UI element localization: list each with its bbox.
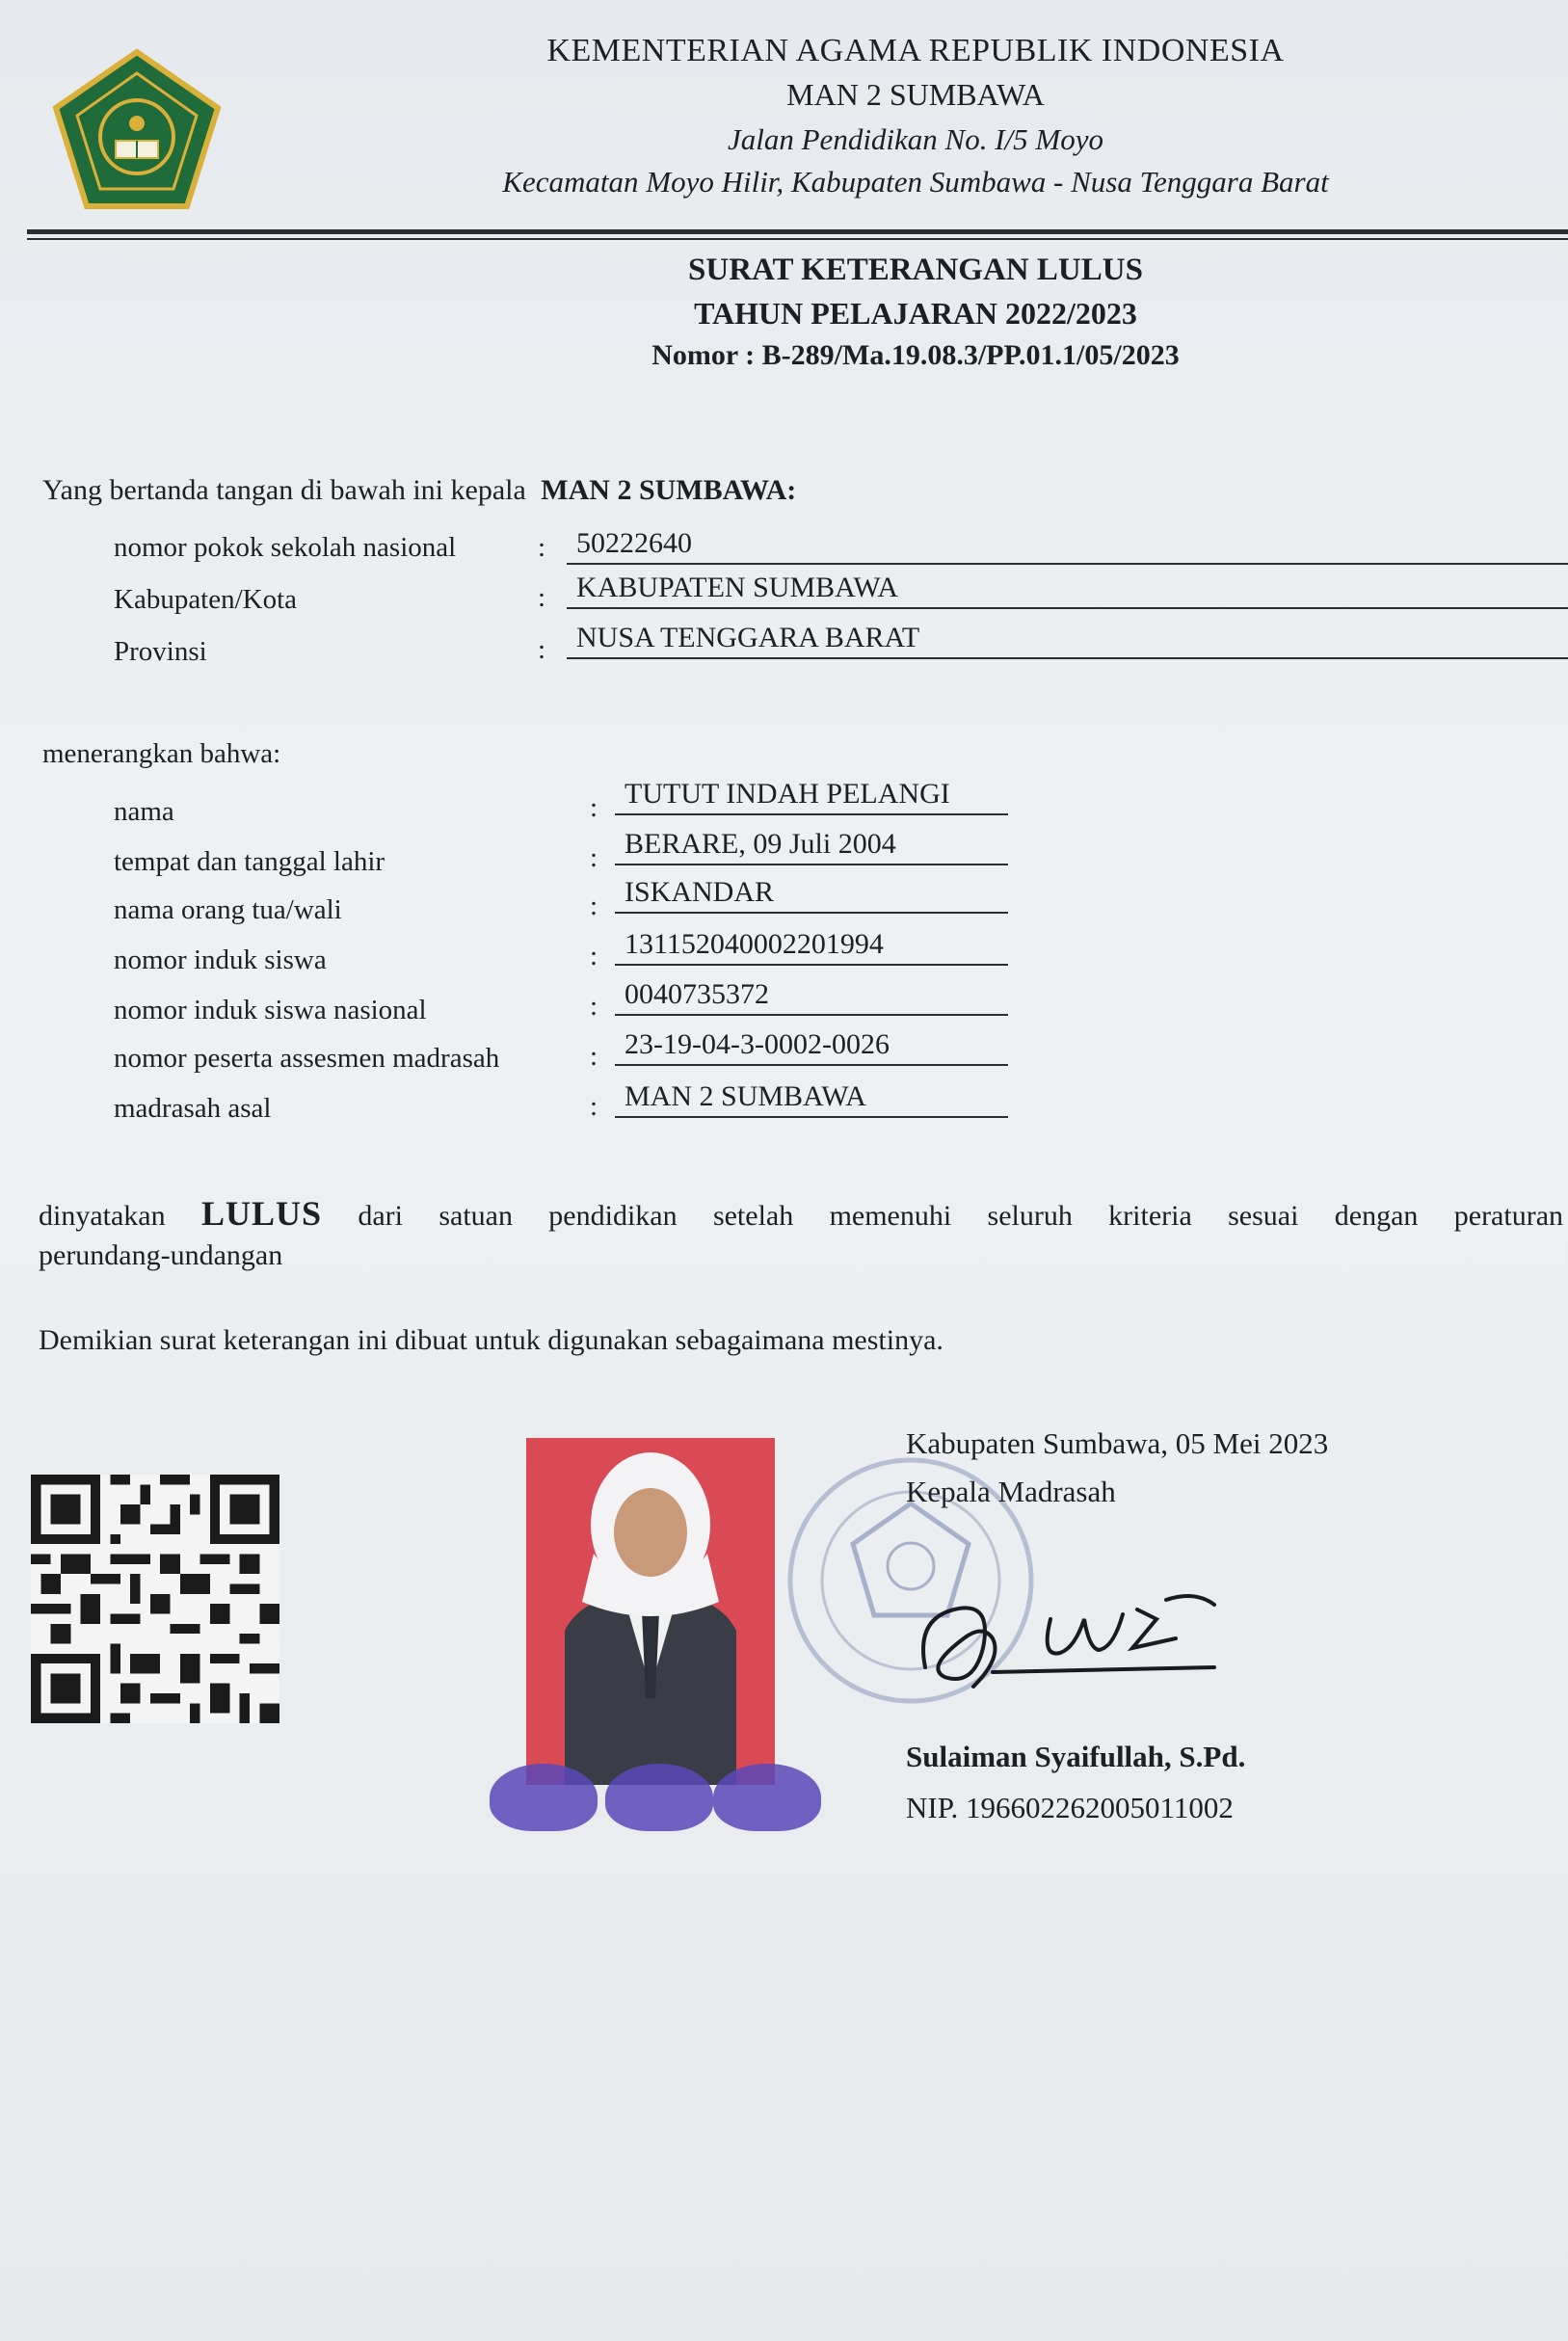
- title-line-1: SURAT KETERANGAN LULUS: [688, 253, 1143, 287]
- colon: :: [538, 634, 546, 665]
- result-line-2: perundang-undangan: [39, 1239, 283, 1271]
- value-nis: 131152040002201994: [615, 927, 1008, 966]
- fingerprint-right: [713, 1764, 821, 1831]
- intro-text: [42, 474, 796, 507]
- colon: :: [590, 941, 598, 971]
- document-number: Nomor : B-289/Ma.19.08.3/PP.01.1/05/2023: [651, 339, 1180, 371]
- student-photo: [526, 1438, 775, 1785]
- label-kabupaten: Kabupaten/Kota: [114, 584, 298, 615]
- label-nama: nama: [114, 796, 174, 827]
- label-nisn: nomor induk siswa nasional: [114, 995, 427, 1025]
- result-statement: [39, 1193, 1563, 1234]
- value-nisn: 0040735372: [615, 977, 1008, 1016]
- value-nama: TUTUT INDAH PELANGI: [615, 777, 1008, 815]
- declare-text: menerangkan bahwa:: [42, 738, 281, 769]
- qr-code: [31, 1475, 279, 1723]
- intro-sentence: Yang bertanda tangan di bawah ini kepala: [42, 474, 526, 506]
- result-rest: dari satuan pendidikan setelah memenuhi seluruh kriteria sesuai dengan peraturan: [358, 1200, 1564, 1232]
- student-portrait: [526, 1438, 775, 1785]
- school-district: Kecamatan Moyo Hilir, Kabupaten Sumbawa - Nusa Tenggara Barat: [502, 165, 1329, 199]
- document-title: [318, 253, 1513, 372]
- fingerprint-middle: [605, 1764, 713, 1831]
- result-status: LULUS: [200, 1194, 323, 1233]
- value-assesmen: 23-19-04-3-0002-0026: [615, 1027, 1008, 1066]
- fingerprint-left: [490, 1764, 598, 1831]
- colon: :: [590, 991, 598, 1022]
- sign-position: Kepala Madrasah: [906, 1475, 1116, 1508]
- label-nis: nomor induk siswa: [114, 944, 327, 975]
- label-npsn: nomor pokok sekolah nasional: [114, 532, 457, 563]
- header-rule-thick: [27, 229, 1568, 234]
- value-kabupaten: KABUPATEN SUMBAWA: [567, 571, 1568, 609]
- value-madrasah: MAN 2 SUMBAWA: [615, 1079, 1008, 1118]
- letterhead: [318, 29, 1513, 200]
- colon: :: [590, 792, 598, 823]
- colon: :: [538, 532, 546, 563]
- colon: :: [538, 582, 546, 613]
- colon: :: [590, 1041, 598, 1072]
- label-assesmen: nomor peserta assesmen madrasah: [114, 1043, 500, 1074]
- sign-place-date: Kabupaten Sumbawa, 05 Mei 2023: [906, 1426, 1329, 1460]
- signatory-name: Sulaiman Syaifullah, S.Pd.: [906, 1740, 1246, 1773]
- label-provinsi: Provinsi: [114, 636, 207, 667]
- intro-school: MAN 2 SUMBAWA:: [541, 474, 797, 506]
- label-ttl: tempat dan tanggal lahir: [114, 846, 385, 877]
- title-line-2: TAHUN PELAJARAN 2022/2023: [694, 296, 1137, 331]
- header-rule-thin: [27, 238, 1568, 240]
- label-orangtua: nama orang tua/wali: [114, 894, 342, 925]
- colon: :: [590, 842, 598, 873]
- label-madrasah: madrasah asal: [114, 1093, 272, 1124]
- value-npsn: 50222640: [567, 526, 1568, 565]
- ministry-name: KEMENTERIAN AGAMA REPUBLIK INDONESIA: [546, 33, 1285, 68]
- colon: :: [590, 1091, 598, 1122]
- ministry-logo: [50, 48, 224, 212]
- value-ttl: BERARE, 09 Juli 2004: [615, 827, 1008, 865]
- signature: [906, 1581, 1234, 1706]
- closing-text: Demikian surat keterangan ini dibuat untuk digunakan sebagaimana mestinya.: [39, 1324, 943, 1356]
- school-name: MAN 2 SUMBAWA: [786, 77, 1045, 112]
- value-provinsi: NUSA TENGGARA BARAT: [567, 621, 1568, 659]
- colon: :: [590, 891, 598, 921]
- value-orangtua: ISKANDAR: [615, 875, 1008, 914]
- result-prefix: dinyatakan: [39, 1200, 166, 1232]
- school-address: Jalan Pendidikan No. I/5 Moyo: [728, 122, 1103, 156]
- signatory-nip: NIP. 196602262005011002: [906, 1791, 1234, 1824]
